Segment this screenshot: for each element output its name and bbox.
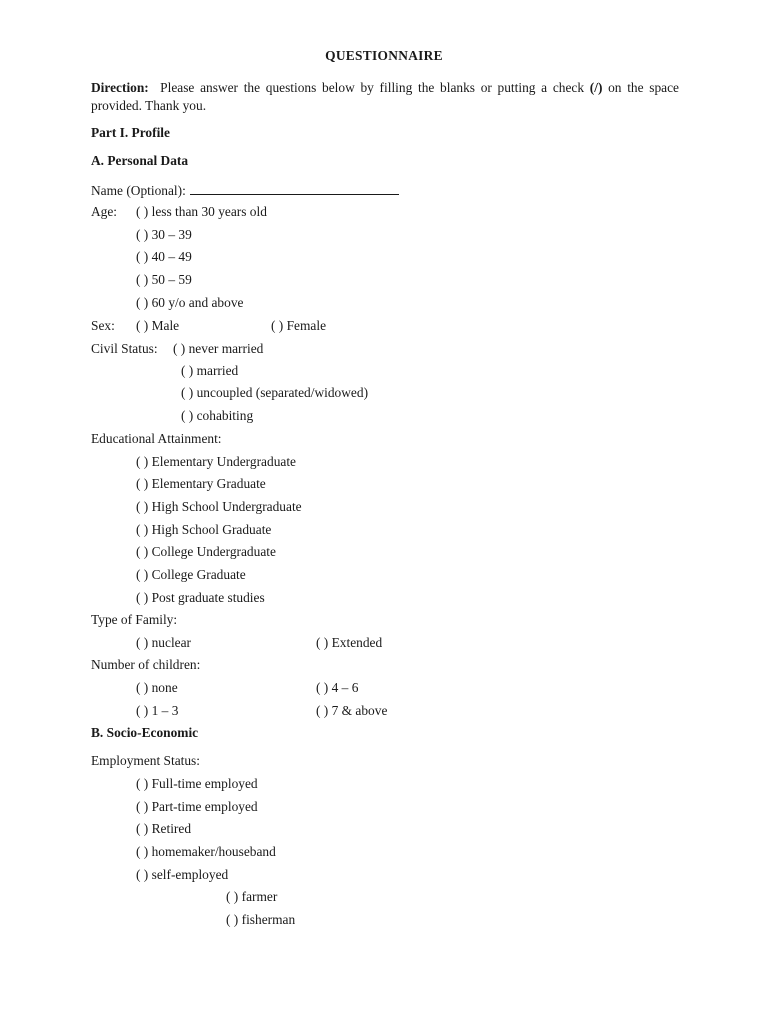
direction-label: Direction: xyxy=(91,80,149,95)
education-option[interactable]: ( ) Elementary Graduate xyxy=(136,476,266,491)
education-option[interactable]: ( ) High School Undergraduate xyxy=(136,499,302,514)
civil-status-option[interactable]: ( ) uncoupled (separated/widowed) xyxy=(181,385,369,400)
education-label: Educational Attainment: xyxy=(91,431,222,446)
section-b-heading: B. Socio-Economic xyxy=(91,725,199,740)
age-option[interactable]: ( ) 30 – 39 xyxy=(136,227,192,242)
education-option[interactable]: ( ) High School Graduate xyxy=(136,522,272,537)
age-label: Age: xyxy=(91,204,118,219)
direction-text-2: on the space provided. Thank you. xyxy=(91,80,679,113)
employment-option[interactable]: ( ) self-employed xyxy=(136,867,229,882)
age-option[interactable]: ( ) 40 – 49 xyxy=(136,249,192,264)
employment-label: Employment Status: xyxy=(91,753,200,768)
employment-option[interactable]: ( ) Retired xyxy=(136,821,192,836)
section-a-heading: A. Personal Data xyxy=(91,153,189,168)
age-option[interactable]: ( ) less than 30 years old xyxy=(136,204,267,219)
employment-option[interactable]: ( ) Part-time employed xyxy=(136,799,258,814)
age-option[interactable]: ( ) 60 y/o and above xyxy=(136,295,244,310)
name-field xyxy=(91,181,399,199)
education-option[interactable]: ( ) Elementary Undergraduate xyxy=(136,454,296,469)
sex-option-male[interactable]: ( ) Male xyxy=(136,318,180,333)
sex-option-female[interactable]: ( ) Female xyxy=(271,318,327,333)
age-option[interactable]: ( ) 50 – 59 xyxy=(136,272,192,287)
civil-status-option[interactable]: ( ) never married xyxy=(173,341,264,356)
family-type-label: Type of Family: xyxy=(91,612,178,627)
employment-option[interactable]: ( ) homemaker/houseband xyxy=(136,844,276,859)
education-option[interactable]: ( ) Post graduate studies xyxy=(136,590,265,605)
children-option[interactable]: ( ) none xyxy=(136,680,178,695)
family-option-nuclear[interactable]: ( ) nuclear xyxy=(136,635,192,650)
children-option[interactable]: ( ) 1 – 3 xyxy=(136,703,179,718)
direction-text: Please answer the questions below by filling the blanks or putting a check xyxy=(160,80,585,95)
civil-status-option[interactable]: ( ) cohabiting xyxy=(181,408,254,423)
children-option[interactable]: ( ) 7 & above xyxy=(316,703,388,718)
civil-status-label: Civil Status: xyxy=(91,341,158,356)
check-mark-symbol: (/) xyxy=(589,80,603,95)
self-employed-sub-option[interactable]: ( ) farmer xyxy=(226,889,278,904)
part-heading: Part I. Profile xyxy=(91,125,170,140)
children-option[interactable]: ( ) 4 – 6 xyxy=(316,680,359,695)
name-label: Name (Optional): xyxy=(91,183,186,198)
page-title: QUESTIONNAIRE xyxy=(325,48,443,63)
employment-option[interactable]: ( ) Full-time employed xyxy=(136,776,258,791)
sex-label: Sex: xyxy=(91,318,115,333)
children-label: Number of children: xyxy=(91,657,201,672)
family-option-extended[interactable]: ( ) Extended xyxy=(316,635,383,650)
direction-paragraph xyxy=(91,79,679,115)
education-option[interactable]: ( ) College Graduate xyxy=(136,567,246,582)
name-blank-line[interactable] xyxy=(190,181,399,195)
self-employed-sub-option[interactable]: ( ) fisherman xyxy=(226,912,296,927)
civil-status-option[interactable]: ( ) married xyxy=(181,363,239,378)
education-option[interactable]: ( ) College Undergraduate xyxy=(136,544,276,559)
